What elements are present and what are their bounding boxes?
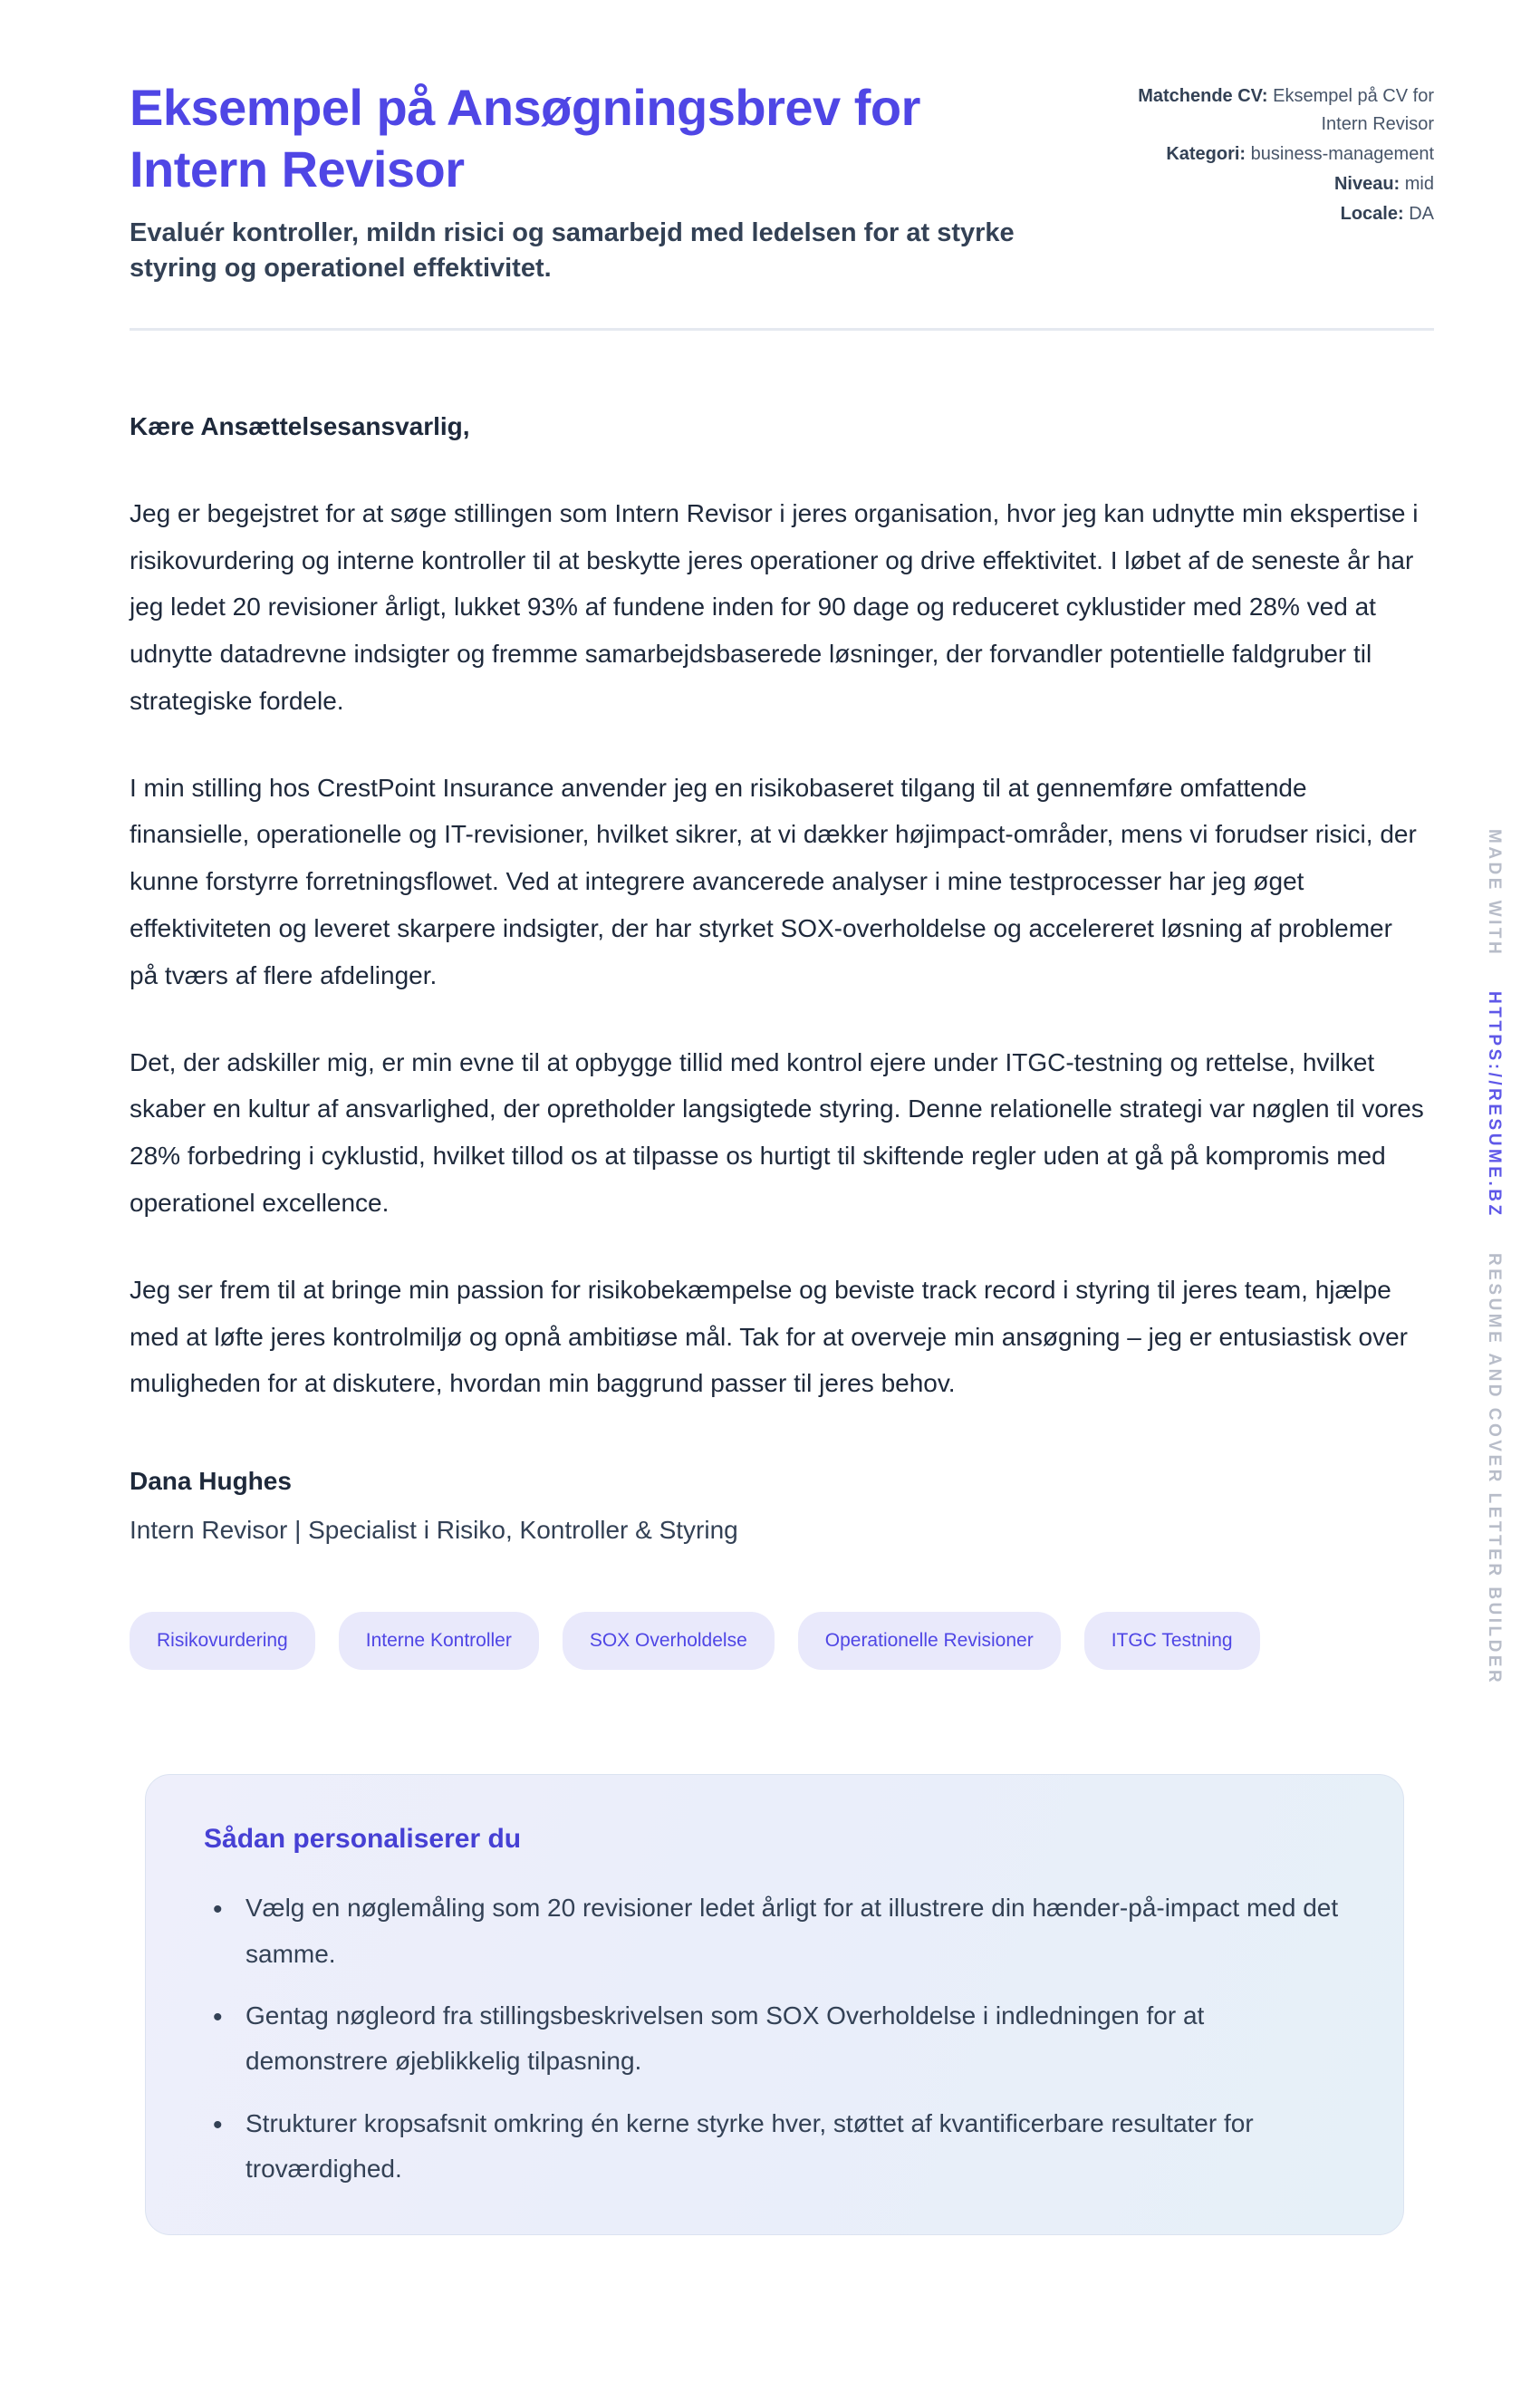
tag-operationelle-revisioner[interactable]: Operationelle Revisioner xyxy=(798,1612,1061,1670)
letter-paragraph-4: Jeg ser frem til at bringe min passion for risikobekæmpelse og beviste track record i styring til jeres team, hjælpe med at løfte jeres kontrolmiljø og opnå ambitiøse mål. Tak for at overveje min ansøgning – jeg er entusiastisk over muligheden for at diskutere, hvordan min baggrund passer til jeres behov. xyxy=(130,1275,1408,1398)
header-title-block xyxy=(130,77,1026,286)
letter-paragraph-2: I min stilling hos CrestPoint Insurance anvender jeg en risikobaseret tilgang til at gennemføre omfattende finansielle, operationelle og IT-revisioner, hvilket sikrer, at vi dækker højimpact-områder, mens vi forudser risici, der kunne forstyrre forretningsflowet. Ved at integrere avancerede analyser i mine testprocesser har jeg øget effektiviteten og leveret skarpere indsigter, der har styrket SOX-overholdelse og accelereret løsning af problemer på tværs af flere afdelinger. xyxy=(130,773,1417,989)
meta-value: Eksempel på CV for Intern Revisor xyxy=(1267,86,1434,134)
meta-value: business-management xyxy=(1246,144,1434,164)
watermark-suffix: RESUME AND COVER LETTER BUILDER xyxy=(1485,1252,1504,1686)
tips-list xyxy=(204,1885,1345,2192)
meta-row-category xyxy=(1099,140,1434,169)
tip-item-3: • Strukturer kropsafsnit omkring én kerne styrke hver, støttet af kvantificerbare resultater for troværdighed. xyxy=(204,2101,1345,2193)
letter-body xyxy=(130,403,1434,1407)
letter-paragraph-1: Jeg er begejstret for at søge stillingen som Intern Revisor i jeres organisation, hvor jeg kan udnytte min ekspertise i risikovurdering og interne kontroller til at beskytte jeres operationer og drive effektivitet. I løbet af de seneste år har jeg ledet 20 revisioner årligt, lukket 93% af fundene inden for 90 dage og reduceret cyklustider med 28% ved at udnytte datadrevne indsigter og fremme samarbejdsbaserede løsninger, der forvandler potentielle faldgruber til strategiske fordele. xyxy=(130,498,1419,715)
header-divider xyxy=(130,328,1434,331)
tag-itgc-testning[interactable]: ITGC Testning xyxy=(1084,1612,1260,1670)
tip-item-2: • Gentag nøgleord fra stillingsbeskrivelsen som SOX Overholdelse i indledningen for at demonstrere øjeblikkelig tilpasning. xyxy=(204,1993,1345,2085)
tag-interne-kontroller[interactable]: Interne Kontroller xyxy=(339,1612,539,1670)
page-title: Eksempel på Ansøgningsbrev for Intern Revisor xyxy=(130,79,920,198)
tip-item-1: • Vælg en nøglemåling som 20 revisioner ledet årligt for at illustrere din hænder-på-impact med det samme. xyxy=(204,1885,1345,1977)
header xyxy=(130,77,1434,286)
letter-paragraph-3: Det, der adskiller mig, er min evne til at opbygge tillid med kontrol ejere under ITGC-testning og rettelse, hvilket skaber en kultur af ansvarlighed, der opretholder langsigtede styring. Denne relationelle strategi var nøglen til vores 28% forbedring i cyklustid, hvilket tillod os at tilpasse os hurtigt til skiftende regler uden at gå på kompromis med operationel excellence. xyxy=(130,1047,1424,1218)
signature-role: Intern Revisor | Specialist i Risiko, Kontroller & Styring xyxy=(130,1516,738,1545)
meta-block xyxy=(1099,77,1434,230)
signature-block xyxy=(130,1467,1434,1545)
personalization-tips-card xyxy=(145,1774,1404,2234)
skill-tags xyxy=(130,1612,1434,1670)
meta-label: Matchende CV: xyxy=(1138,86,1268,106)
watermark-resume-bz-link[interactable]: HTTPS://RESUME.BZ xyxy=(1485,991,1504,1219)
meta-value: mid xyxy=(1400,174,1434,194)
letter-greeting: Kære Ansættelsesansvarlig, xyxy=(130,411,470,440)
watermark-prefix: MADE WITH xyxy=(1485,829,1504,958)
tag-risikovurdering[interactable]: Risikovurdering xyxy=(130,1612,315,1670)
meta-row-level xyxy=(1099,170,1434,198)
meta-label: Niveau: xyxy=(1333,174,1400,194)
page-subtitle: Evaluér kontroller, mildn risici og samarbejd med ledelsen for at styrke styring og operationel effektivitet. xyxy=(130,217,1015,283)
signature-name: Dana Hughes xyxy=(130,1467,292,1496)
meta-label: Kategori: xyxy=(1166,144,1246,164)
meta-label: Locale: xyxy=(1340,204,1404,224)
meta-value: DA xyxy=(1403,204,1434,224)
meta-row-locale xyxy=(1099,200,1434,228)
made-with-watermark xyxy=(1484,829,1504,1685)
tag-sox-overholdelse[interactable]: SOX Overholdelse xyxy=(563,1612,775,1670)
meta-row-matching-cv xyxy=(1099,82,1434,139)
tips-card-title: Sådan personaliserer du xyxy=(204,1824,522,1855)
